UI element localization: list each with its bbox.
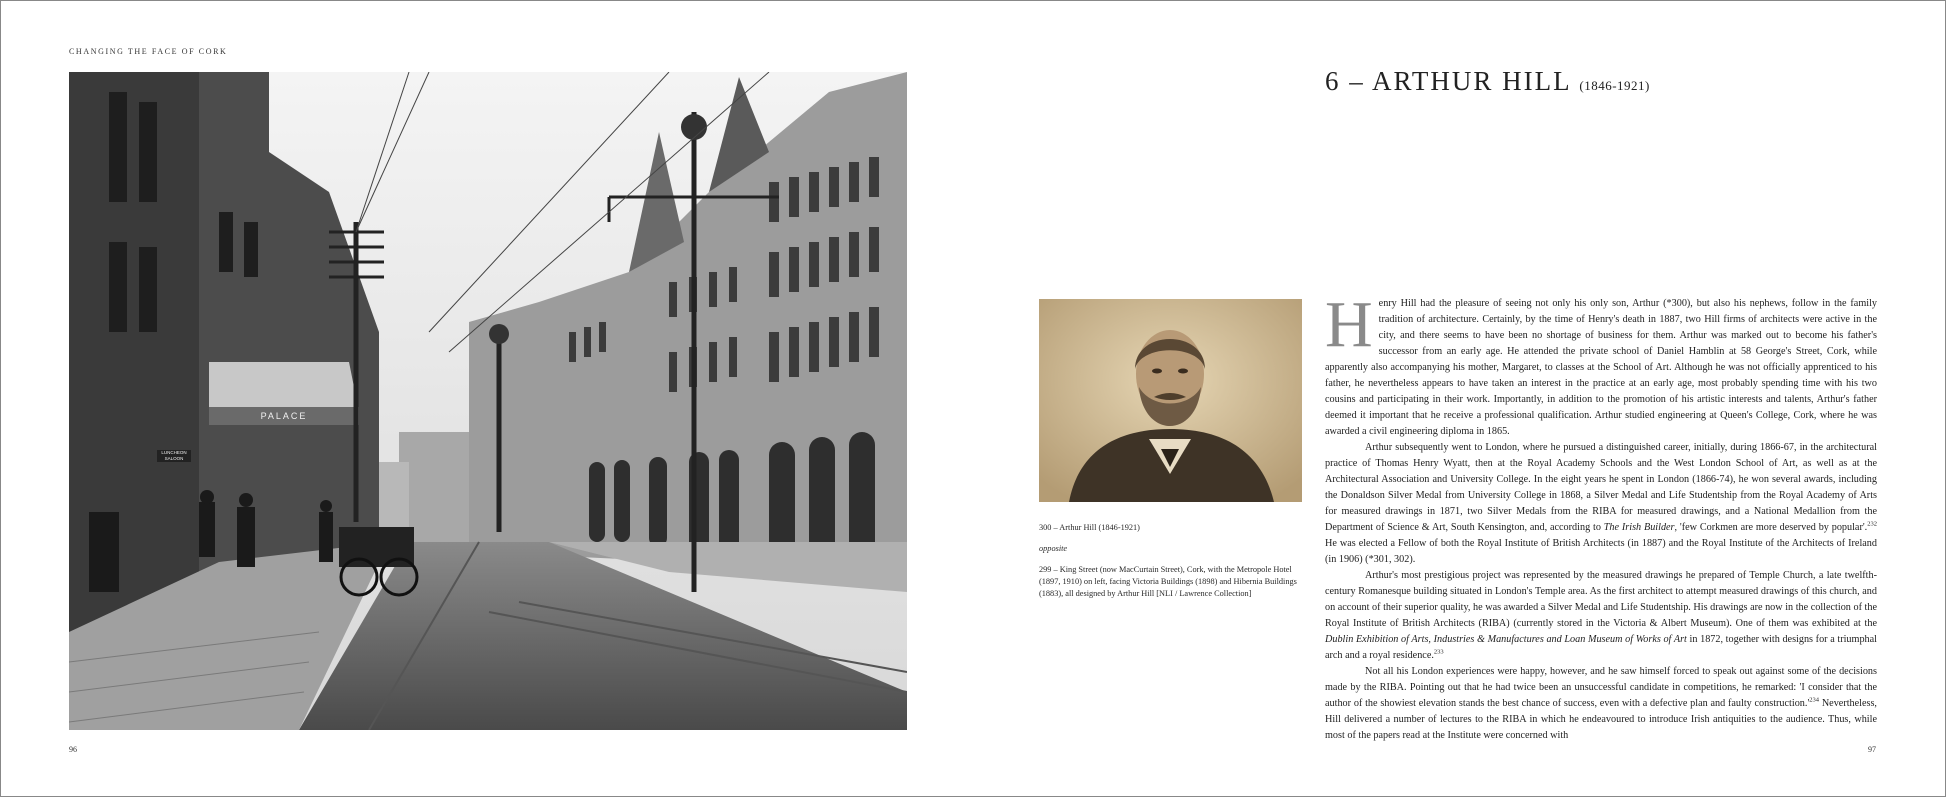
paragraph-1: Henry Hill had the pleasure of seeing not only his only son, Arthur (*300), but also his nephews, follow in the family tradition of architecture. Certainly, by the time of Henry's death in 1887, two Hill firms of architects were active in the city, and there seems to have been no shortage of business for them. Arthur was marked out to become his father's successor from an early age. He attended the private school of Daniel Hamblin at 58 George's Street, Cork, while apparently also accompanying his mother, Margaret, to classes at the School of Art. Although he was not officially apprenticed to his father, he nevertheless appears to have taken an interest in the practice at an early age, most probably spending time with his two cousins and participating in their work. Importantly, in addition to the promotion of his artistic interests and talents, Arthur's father deemed it important that he receive a professional qualification. Arthur studied engineering at Queen's College, Cork, where he was awarded a civil engineering diploma in 1865.: [1325, 288, 1877, 437]
street-caption: 299 – King Street (now MacCurtain Street), Cork, with the Metropole Hotel (1897, 1910) on left, facing Victoria Buildings (1898) and Hibernia Buildings (1883), all designed by Arthur Hill [NLI / Lawrence Collection]: [1039, 565, 1297, 598]
drop-cap: H: [1325, 288, 1373, 361]
chapter-title: [1325, 66, 1650, 97]
body-text: [1325, 288, 1877, 744]
footnote-ref: 232: [1867, 520, 1877, 528]
portrait-caption: 300 – Arthur Hill (1846-1921): [1039, 523, 1140, 532]
paragraph-3: Arthur's most prestigious project was represented by the measured drawings he prepared of Temple Church, a late twelfth-century Romanesque building situated in London's Temple area. As the first architect to attempt measured drawings of this church, and on account of their superior quality, he was awarded a Silver Medal and Life Studentship. His drawings are now in the collection of the Royal Institute of British Architects (RIBA) (currently stored in the Victoria & Albert Museum). One of them was exhibited at the Dublin Exhibition of Arts, Industries & Manufactures and Loan Museum of Works of Art in 1872, together with designs for a triumphal arch and a royal residence.$^{233}$: [1325, 570, 1877, 661]
paragraph-2: Arthur subsequently went to London, where he pursued a distinguished career, initially, during 1866-67, in the architectural practice of Thomas Henry Wyatt, then at the Royal Academy Schools and the West London School of Art, as well as at the Architectural Association and University College. In the eight years he spent in London (1866-74), he won several awards, including the Donaldson Silver Medal from University College in 1868, a Silver Medal and Life Studentship from the Royal Academy of Arts for measured drawings in 1871, two Silver Medals from the RIBA for measured drawings, and a National Medallion from the Department of Science & Art, South Kensington, and, according to The Irish Builder, 'few Corkmen are more deserved by popular'.$^{232}$ He was elected a Fellow of both the Royal Institute of British Architects (in 1887) and the Royal Institute of the Architects of Ireland (in 1906) (*301, 302).: [1325, 442, 1877, 565]
palace-sign: PALACE: [260, 411, 308, 421]
running-head: CHANGING THE FACE OF CORK: [69, 47, 228, 56]
page-number-right: 97: [1868, 745, 1876, 754]
opposite-label: opposite: [1039, 544, 1068, 553]
captions: [1039, 522, 1302, 600]
footnote-ref: 234: [1809, 696, 1820, 704]
street-scene-photo: [69, 72, 907, 730]
page-number-left: 96: [69, 745, 77, 754]
chapter-dates: (1846-1921): [1579, 78, 1650, 93]
chapter-title-text: 6 – ARTHUR HILL: [1325, 66, 1571, 96]
portrait-photo: [1039, 299, 1302, 502]
saloon-sign: LUNCHEON SALOON: [157, 450, 191, 462]
paragraph-4: Not all his London experiences were happy, however, and he saw himself forced to speak out against some of the decisions made by the RIBA. Pointing out that he had twice been an unsuccessful candidate in competitions, he remarked: 'I consider that the author of the showiest elevation stands the best chance of success, even with a defective plan and faulty $construction.'^{234}$ Nevertheless, Hill delivered a number of lectures to the RIBA in which he endeavoured to introduce Irish antiquities to the audience. Thus, while most of the papers read at the Institute were concerned with: [1325, 666, 1877, 741]
footnote-ref: 233: [1433, 648, 1444, 656]
